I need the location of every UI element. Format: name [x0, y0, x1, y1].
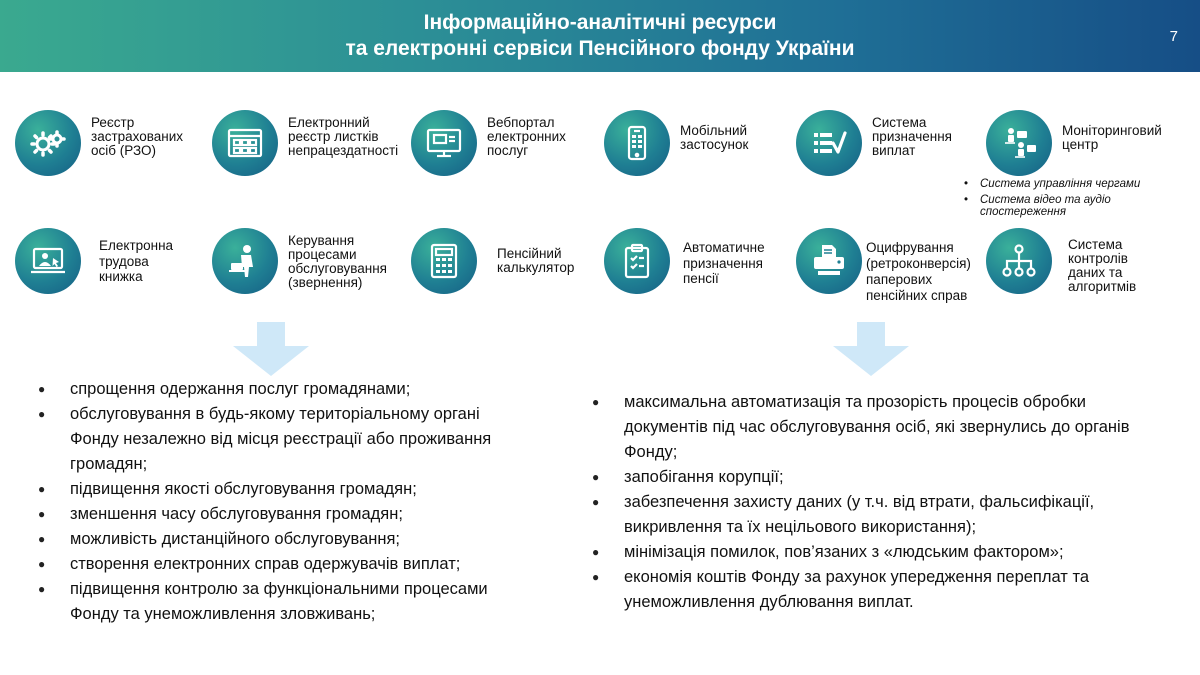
- list-item: ● зменшення часу обслуговування громадян;: [38, 502, 518, 527]
- list-item: ● підвищення контролю за функціональними процесами Фонду та унеможливлення зловживань;: [38, 577, 518, 627]
- list-item: ● створення електронних справ одержувачів виплат;: [38, 552, 518, 577]
- page-title: [0, 10, 1200, 62]
- service-label: Реєстр застрахованих осіб (РЗО): [91, 115, 184, 158]
- laptop-user-icon: [15, 228, 81, 294]
- service-label: Оцифрування (ретроконверсія) паперових пенсійних справ: [866, 240, 971, 303]
- service-auto-pension: [604, 228, 794, 298]
- list-item: • Система відео та аудіо спостереження: [962, 194, 1182, 219]
- list-item: ● мінімізація помилок, пов’язаних з «людським фактором»;: [592, 540, 1152, 565]
- list-item: ● забезпечення захисту даних (у т.ч. від втрати, фальсифікації, викривлення та їх нецільового використання);: [592, 490, 1152, 540]
- operators-icon: [986, 110, 1052, 176]
- gears-icon: [15, 110, 81, 176]
- title-line-2: та електронні сервіси Пенсійного фонду України: [345, 37, 855, 60]
- down-arrow-left: [233, 322, 309, 376]
- list-item: • Система управління чергами: [962, 178, 1182, 191]
- service-label: Керування процесами обслуговування (звернення): [288, 233, 387, 290]
- service-label: Пенсійний калькулятор: [497, 246, 575, 275]
- service-label: Електронний реєстр листків непрацездатності: [288, 115, 399, 158]
- list-item: ● запобігання корупції;: [592, 465, 1152, 490]
- clipboard-icon: [604, 228, 670, 294]
- list-item: ● підвищення якості обслуговування громадян;: [38, 477, 518, 502]
- service-label: Мобільний застосунок: [680, 123, 749, 152]
- browser-grid-icon: [212, 110, 278, 176]
- page-number: 7: [1169, 28, 1178, 45]
- service-e-workbook: [15, 228, 205, 298]
- service-data-controls: [986, 228, 1176, 298]
- scanner-icon: [796, 228, 862, 294]
- service-label: Електронна трудова книжка: [99, 238, 174, 284]
- service-label: Вебпортал електронних послуг: [487, 115, 566, 158]
- service-mobile-app: [604, 110, 794, 180]
- list-item: ● максимальна автоматизація та прозорість процесів обробки документів під час обслуговування осіб, які звернулись до органів Фонду;: [592, 390, 1152, 465]
- list-item: ● спрощення одержання послуг громадянами;: [38, 377, 518, 402]
- list-item: ● обслуговування в будь-якому територіальному органі Фонду незалежно від місця реєстрації або проживання громадян;: [38, 402, 518, 477]
- service-label: Моніторинговий центр: [1062, 123, 1162, 152]
- header-banner: [0, 0, 1200, 72]
- person-laptop-icon: [212, 228, 278, 294]
- service-label: Система контролів даних та алгоритмів: [1068, 237, 1137, 294]
- hierarchy-icon: [986, 228, 1052, 294]
- list-item: ● економія коштів Фонду за рахунок упередження переплат та унеможливлення дублювання виплат.: [592, 565, 1152, 615]
- checklist-icon: [796, 110, 862, 176]
- list-item: ● можливість дистанційного обслуговування;: [38, 527, 518, 552]
- title-line-1: Інформаційно-аналітичні ресурси: [423, 11, 777, 34]
- service-monitoring-center: [986, 110, 1186, 180]
- service-pension-calculator: [411, 228, 601, 298]
- monitoring-sub-list: [962, 178, 1182, 222]
- service-rzo: [15, 110, 205, 180]
- down-arrow-right: [833, 322, 909, 376]
- service-sick-leave-registry: [212, 110, 402, 180]
- service-web-portal: [411, 110, 601, 180]
- monitor-icon: [411, 110, 477, 176]
- left-benefits-list: [38, 377, 518, 627]
- calculator-icon: [411, 228, 477, 294]
- smartphone-icon: [604, 110, 670, 176]
- service-payments-system: [796, 110, 986, 180]
- service-label: Автоматичне призначення пенсії: [683, 240, 765, 286]
- service-process-management: [212, 228, 402, 298]
- right-benefits-list: [592, 390, 1152, 615]
- service-digitization: [796, 228, 986, 303]
- service-label: Система призначення виплат: [872, 115, 952, 158]
